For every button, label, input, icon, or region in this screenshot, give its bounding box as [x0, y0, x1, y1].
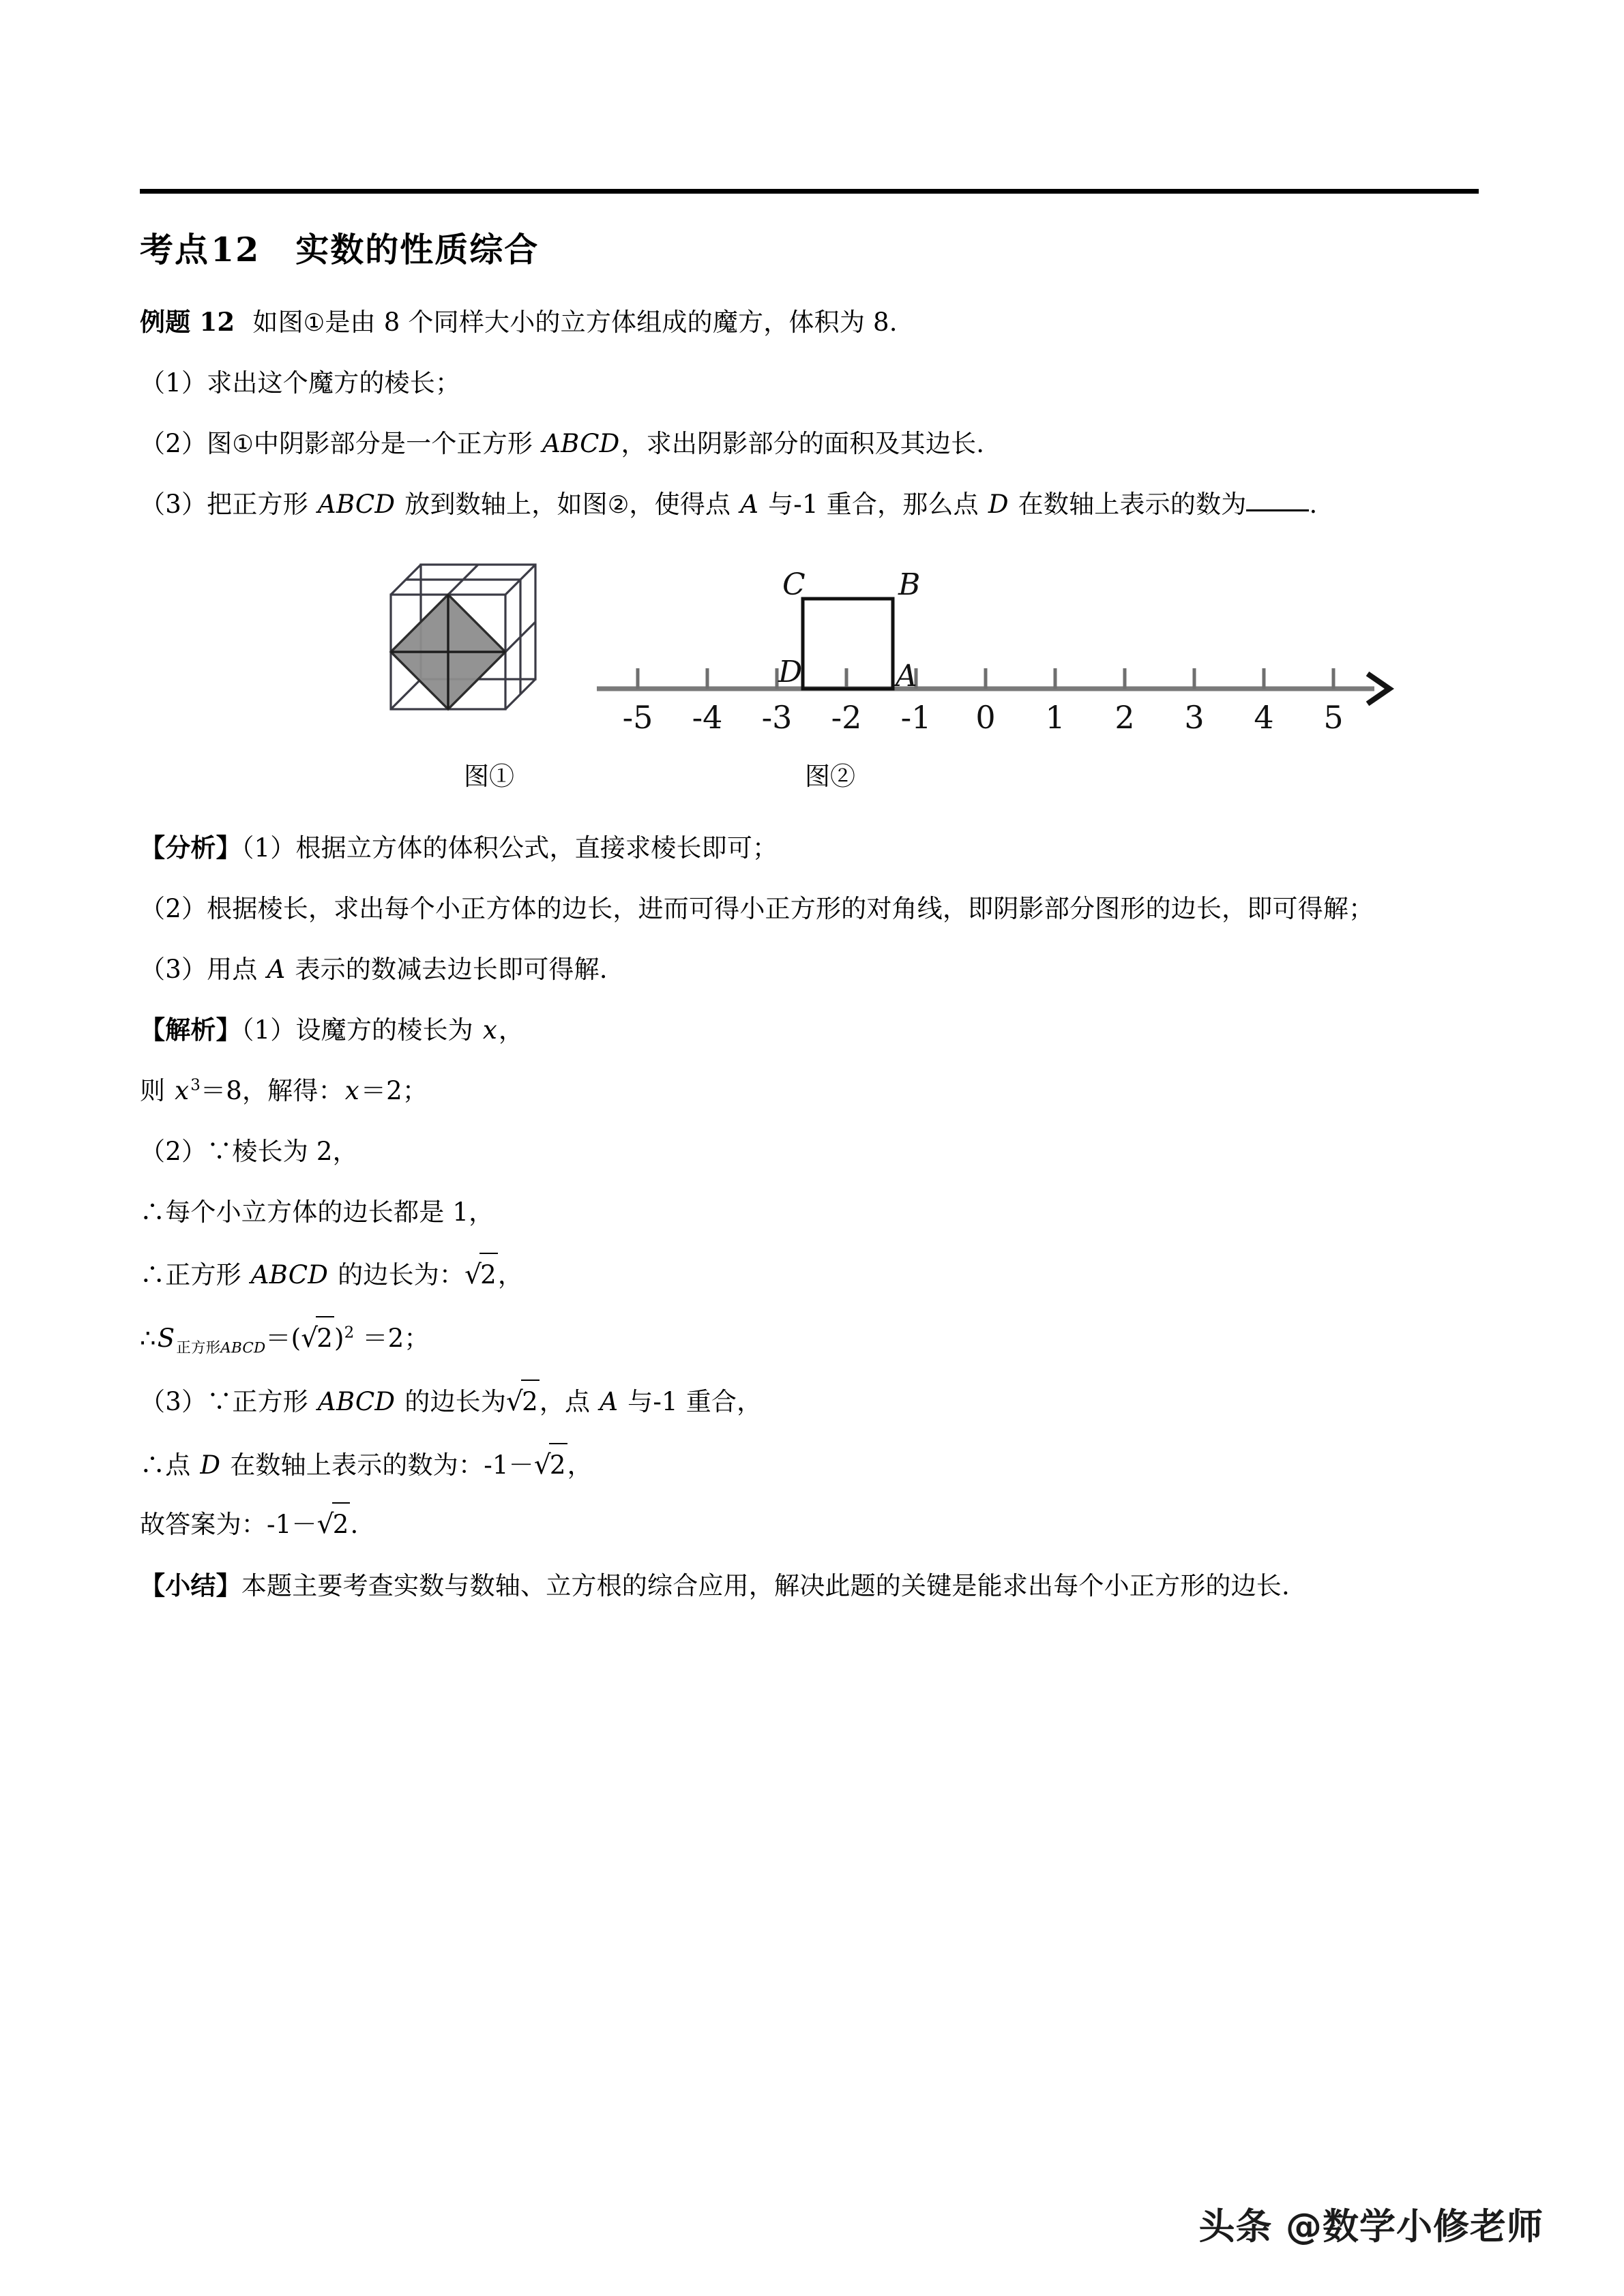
sqrt-expression: [301, 1316, 334, 1360]
radical-sign-icon: √: [506, 1386, 524, 1417]
analysis-item-1: [140, 828, 1479, 869]
radicand: 2: [521, 1380, 540, 1422]
axis-tick-label: 2: [1114, 699, 1135, 736]
summary-head: 【小结】: [140, 1570, 241, 1601]
solution-8-post: ，: [567, 1450, 593, 1480]
problem-item-3: [140, 484, 1479, 525]
sqrt-expression: [317, 1502, 351, 1546]
document-content: [140, 211, 1479, 525]
solution-6-pre: ∴: [140, 1323, 156, 1353]
solution-line-9: [140, 1502, 1479, 1546]
radical-sign-icon: √: [464, 1259, 482, 1290]
problem-stem: [140, 302, 1479, 343]
item-2-var-abcd: ABCD: [542, 429, 620, 459]
vertex-label-a: A: [896, 659, 917, 694]
solution-8-var-d: D: [200, 1450, 221, 1480]
circled-one-icon: ①: [232, 431, 254, 459]
item-2-post: ，求出阴影部分的面积及其边长.: [621, 429, 985, 459]
item-3-marker: （3）: [140, 490, 207, 520]
solution-line-1: [140, 1010, 1479, 1051]
sqrt-expression: [534, 1443, 567, 1487]
item-3-mid1: 放到数轴上，如图: [396, 490, 608, 520]
axis-tick-label: 3: [1184, 699, 1205, 736]
solution-7-mid2: ，点: [539, 1386, 599, 1416]
solution-1-var-x: x: [482, 1015, 497, 1045]
axis-tick-label: -2: [831, 699, 862, 736]
axis-tick-label: 4: [1254, 699, 1274, 736]
vertex-label-b: B: [898, 567, 921, 602]
number-line-svg: [590, 559, 1408, 736]
radical-sign-icon: √: [316, 1509, 334, 1540]
vertex-label-d: D: [778, 655, 803, 689]
solution-4-text: ∴每个小立方体的边长都是 1，: [140, 1197, 494, 1227]
solution-9-pre: 故答案为：‑1－: [140, 1510, 317, 1540]
problem-item-2: [140, 423, 1479, 464]
solution-5-var-abcd: ABCD: [250, 1259, 329, 1289]
watermark-logo: 头条 @数学小修老师: [1198, 2206, 1544, 2248]
figure-row: [140, 559, 1479, 784]
cube-diagram-svg: [385, 559, 583, 730]
solution-6-exponent: 2: [344, 1324, 355, 1342]
item-3-mid2: ，使得点: [629, 490, 739, 520]
item-3-mid4: 在数轴上表示的数为: [1009, 490, 1247, 520]
solution-6-lparen: (: [291, 1323, 301, 1353]
axis-tick-label: -4: [692, 699, 723, 736]
axis-tick-label: 1: [1045, 699, 1065, 736]
radicand: 2: [332, 1502, 351, 1545]
area-symbol-s: S: [157, 1323, 175, 1353]
figure-2-number-line: [590, 559, 1408, 736]
solution-2-var-x2: x: [344, 1075, 359, 1105]
problem-item-1: [140, 363, 1479, 404]
solution-2-exponent: 3: [190, 1076, 201, 1094]
solution-line-8: [140, 1443, 1479, 1487]
axis-tick-label: 5: [1323, 699, 1344, 736]
solution-8-mid: 在数轴上表示的数为：‑1－: [222, 1450, 534, 1480]
analysis-1-marker: （1）: [241, 833, 296, 863]
section-heading: [140, 229, 1479, 271]
area-subscript-abcd: ABCD: [220, 1339, 266, 1357]
solution-5-mid: 的边长为：: [329, 1259, 465, 1289]
radicand: 2: [479, 1253, 498, 1296]
radicand: 2: [316, 1316, 334, 1359]
solution-line-2: [140, 1071, 1479, 1112]
stem-part-b: 是由 8 个同样大小的立方体组成的魔方，体积为 8.: [325, 308, 898, 338]
section-number: 12: [211, 230, 261, 269]
header-rule: [140, 189, 1479, 194]
item-3-mid3: 与‑1 重合，那么点: [760, 490, 987, 520]
solution-2-mid: ＝8，解得：: [201, 1075, 344, 1105]
analysis-3-post: 表示的数减去边长即可得解.: [286, 954, 608, 984]
solution-6-rparen: ): [334, 1323, 344, 1353]
sqrt-expression: [506, 1380, 540, 1423]
solution-line-4: [140, 1192, 1479, 1233]
solution-1-pre: 设魔方的棱长为: [295, 1015, 482, 1045]
circled-one-icon: ①: [303, 310, 325, 338]
solution-2-pre: 则: [140, 1075, 174, 1105]
solution-1-marker: （1）: [241, 1015, 296, 1045]
axis-tick-labels: [623, 699, 1344, 736]
solution-6-tail: ＝2；: [354, 1323, 430, 1353]
figure-1-cube: [385, 559, 583, 730]
analysis-3-pre: 用点: [207, 954, 266, 984]
axis-ticks: [638, 668, 1333, 689]
item-3-var-abcd: ABCD: [317, 490, 396, 520]
figure-2-caption: 图②: [805, 762, 855, 791]
solution-head: 【解析】: [140, 1014, 241, 1045]
vertex-label-c: C: [782, 567, 806, 602]
solution-line-6: [140, 1316, 1479, 1360]
section-label: 考点: [140, 230, 210, 269]
sqrt-expression: [464, 1253, 498, 1296]
figure-captions: [140, 756, 1479, 796]
axis-tick-label: -3: [761, 699, 793, 736]
circled-two-icon: ②: [607, 492, 630, 520]
solution-7-marker: （3）: [140, 1386, 207, 1416]
summary-block: [140, 1566, 1479, 1607]
solution-1-post: ，: [498, 1015, 525, 1045]
item-1-text: 求出这个魔方的棱长；: [207, 368, 461, 398]
axis-tick-label: -5: [622, 699, 653, 736]
section-title-text: 实数的性质综合: [295, 230, 540, 269]
radical-sign-icon: √: [301, 1322, 319, 1354]
radicand: 2: [549, 1443, 567, 1486]
answer-blank[interactable]: [1246, 509, 1309, 511]
solution-2-post: ＝2；: [360, 1075, 428, 1105]
analysis-2-text: 根据棱长，求出每个小正方体的边长，进而可得小正方形的对角线，即阴影部分图形的边长，即可得解；: [207, 893, 1374, 923]
analysis-2-marker: （2）: [140, 893, 207, 923]
analysis-item-3: [140, 949, 1479, 990]
problem-lead: 例题 12: [140, 307, 235, 338]
solution-7-mid: 的边长为: [396, 1386, 507, 1416]
analysis-head: 【分析】: [140, 833, 241, 863]
analysis-3-marker: （3）: [140, 954, 207, 984]
item-3-var-a: A: [740, 490, 759, 520]
solution-8-pre: ∴点: [140, 1450, 199, 1480]
item-2-marker: （2）: [140, 429, 207, 459]
solution-5-pre: ∴正方形: [140, 1259, 250, 1289]
axis-tick-label: 0: [975, 699, 996, 736]
solution-7-var-abcd: ABCD: [317, 1386, 396, 1416]
solution-7-var-a: A: [600, 1386, 619, 1416]
solution-line-5: [140, 1253, 1479, 1296]
summary-text: 本题主要考查实数与数轴、立方根的综合应用，解决此题的关键是能求出每个小正方形的边长.: [241, 1571, 1290, 1601]
area-subscript-cn: 正方形: [176, 1339, 221, 1357]
solution-line-3: [140, 1131, 1479, 1172]
explanation-content: [140, 808, 1479, 1607]
analysis-1-text: 根据立方体的体积公式，直接求棱长即可；: [295, 833, 778, 863]
item-3-var-d: D: [988, 490, 1009, 520]
solution-line-7: [140, 1380, 1479, 1423]
solution-5-post: ，: [497, 1259, 524, 1289]
solution-9-post: .: [350, 1510, 359, 1540]
solution-7-post: 与‑1 重合，: [619, 1386, 763, 1416]
axis-tick-label: -1: [900, 699, 932, 736]
item-2-pre: 图: [207, 429, 233, 459]
solution-2-var-x: x: [175, 1075, 190, 1105]
solution-7-pre: ∵正方形: [207, 1386, 316, 1416]
analysis-3-var-a: A: [267, 954, 286, 984]
item-3-post: .: [1309, 490, 1318, 520]
item-3-pre: 把正方形: [207, 490, 316, 520]
solution-3-text: （2）∵棱长为 2，: [140, 1136, 358, 1166]
stem-part-a: 如图: [252, 308, 304, 338]
item-2-mid: 中阴影部分是一个正方形: [253, 429, 542, 459]
radical-sign-icon: √: [533, 1450, 551, 1481]
analysis-item-2: [140, 889, 1479, 929]
figure-1-caption: 图①: [464, 762, 514, 791]
item-1-marker: （1）: [140, 368, 207, 398]
solution-6-eq: ＝: [265, 1323, 291, 1353]
